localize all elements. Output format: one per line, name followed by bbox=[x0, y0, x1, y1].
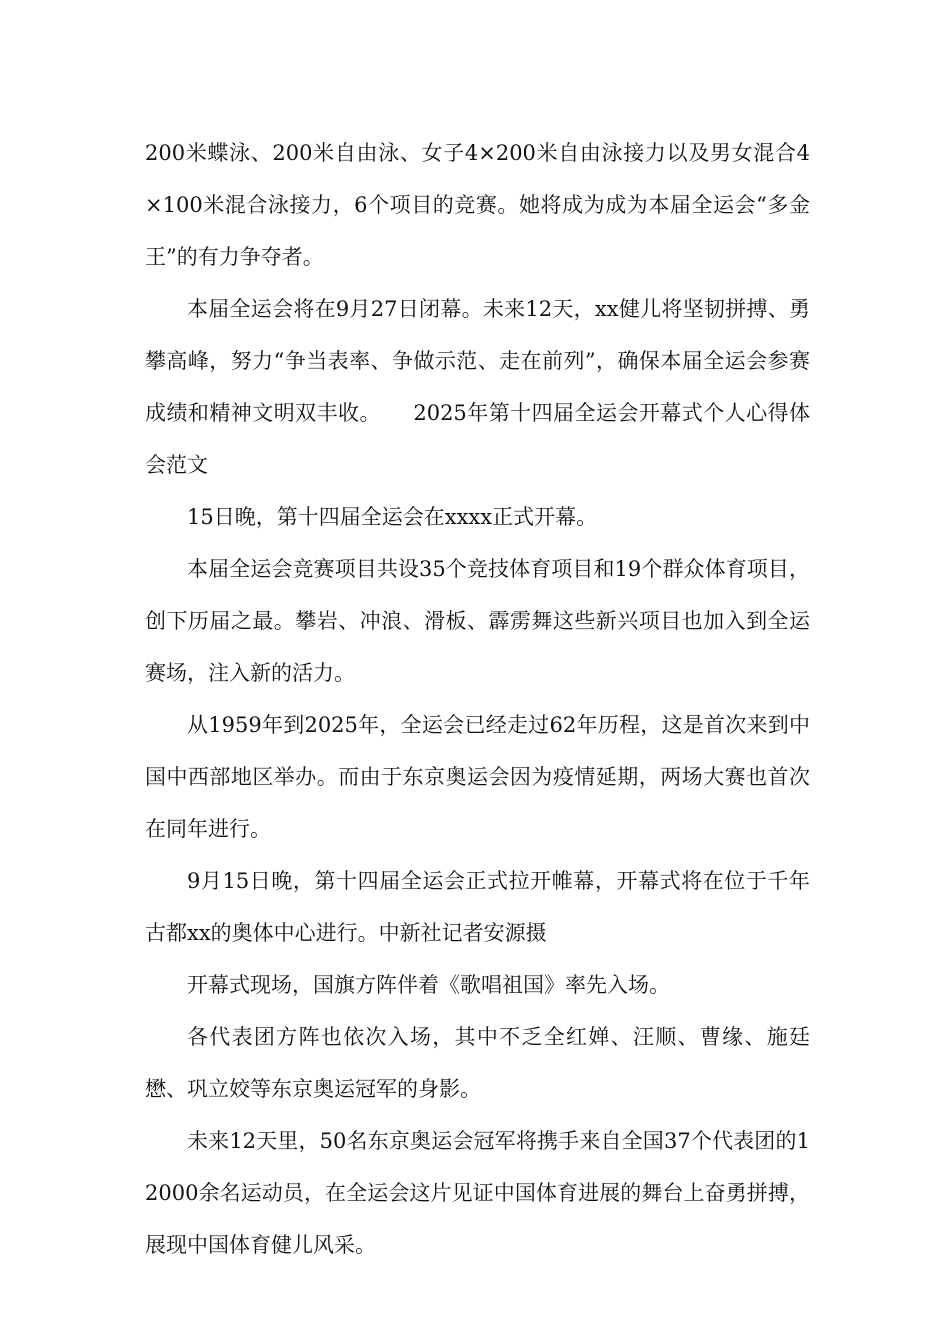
paragraph: 本届全运会竞赛项目共设35个竞技体育项目和19个群众体育项目，创下历届之最。攀岩、冲浪、滑板、霹雳舞这些新兴项目也加入到全运赛场，注入新的活力。 bbox=[145, 557, 810, 685]
paragraph: 从1959年到2025年，全运会已经走过62年历程，这是首次来到中国中西部地区举办。而由于东京奥运会因为疫情延期，两场大赛也首次在同年进行。 bbox=[145, 713, 810, 841]
paragraph: 9月15日晚，第十四届全运会正式拉开帷幕，开幕式将在位于千年古都xx的奥体中心进行。中新社记者安源摄 bbox=[145, 869, 810, 945]
paragraph: 各代表团方阵也依次入场，其中不乏全红婵、汪顺、曹缘、施廷懋、巩立姣等东京奥运冠军的身影。 bbox=[145, 1025, 810, 1101]
paragraph: 200米蝶泳、200米自由泳、女子4×200米自由泳接力以及男女混合4×100米混合泳接力，6个项目的竞赛。她将成为成为本届全运会“多金王”的有力争夺者。 bbox=[145, 141, 810, 269]
paragraph: 开幕式现场，国旗方阵伴着《歌唱祖国》率先入场。 bbox=[187, 973, 670, 997]
paragraph: 未来12天里，50名东京奥运会冠军将携手来自全国37个代表团的12000余名运动员，在全运会这片见证中国体育进展的舞台上奋勇拼搏，展现中国体育健儿风采。 bbox=[145, 1129, 810, 1257]
paragraph: 15日晚，第十四届全运会在xxxx正式开幕。 bbox=[187, 505, 598, 529]
paragraph: 本届全运会将在9月27日闭幕。未来12天，xx健儿将坚韧拼搏、勇攀高峰，努力“争当表率、争做示范、走在前列”，确保本届全运会参赛成绩和精神文明双丰收。 2025年第十四届全运会开幕式个人心得体会范文 bbox=[145, 297, 810, 477]
document-body bbox=[145, 127, 810, 1271]
